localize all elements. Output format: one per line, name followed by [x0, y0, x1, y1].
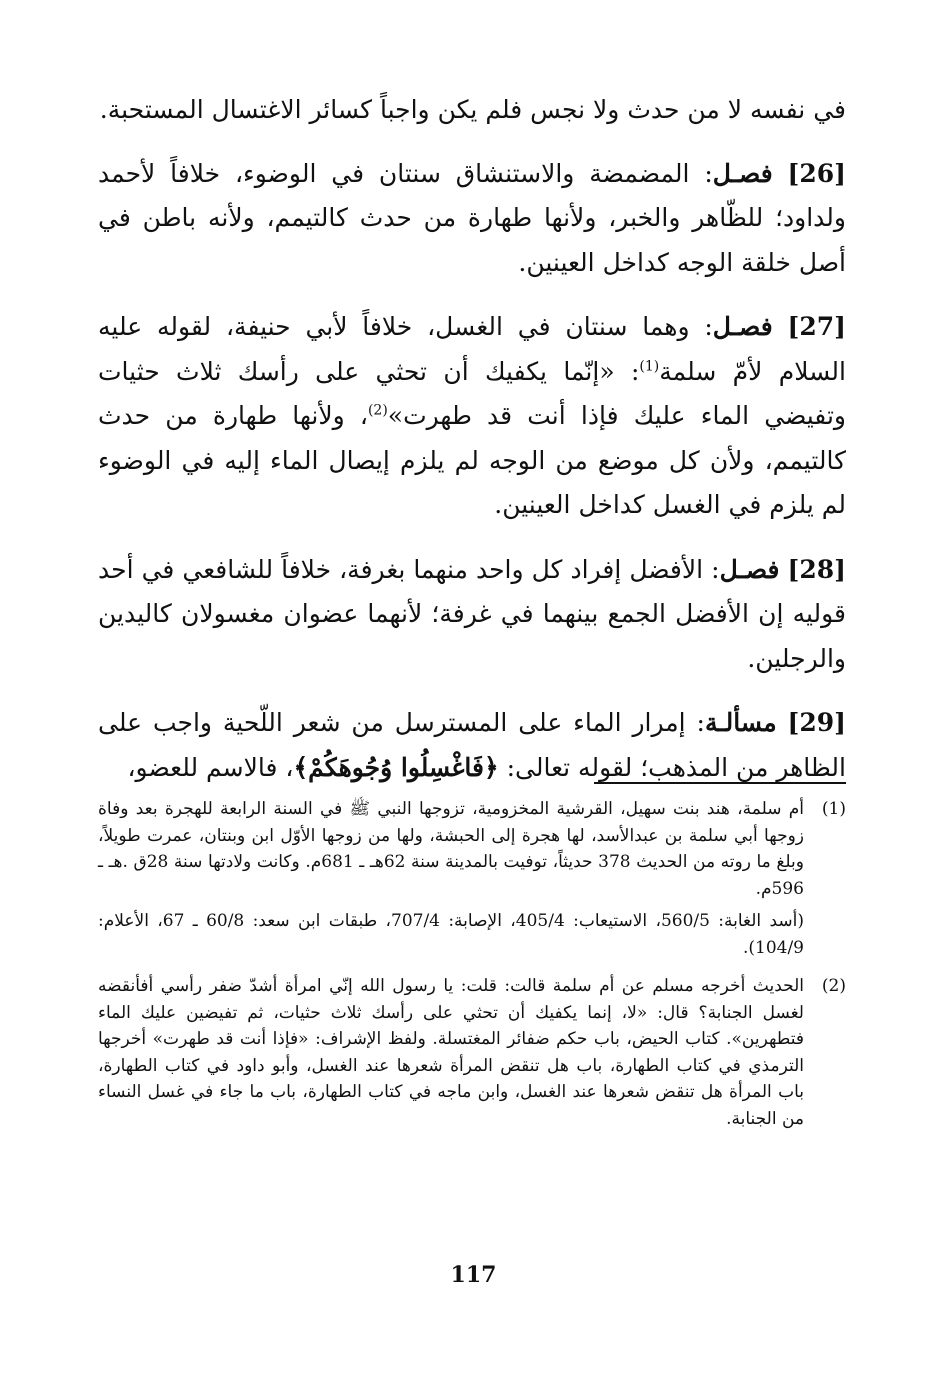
paragraph-text: : إمرار الماء على المسترسل من شعر اللّحية واجب على الظاهر من المذهب؛ لقوله تعالى: [98, 708, 846, 782]
section-number: [27] [787, 312, 846, 341]
paragraph-text: : المضمضة والاستنشاق سنتان في الوضوء، خلافاً لأحمد ولداود؛ للظّاهر والخبر، ولأنها طهارة من حدث كالتيمم، ولأنه باطن في أصل خلقة الوجه كداخل العينين. [98, 158, 846, 277]
footnote-2 [98, 973, 846, 1138]
footnote-text: الحديث أخرجه مسلم عن أم سلمة قالت: قلت: يا رسول الله إنّي امرأة أشدّ ضفر رأسي أفأنقضه لغسل الجنابة؟ قال: «لا، إنما يكفيك أن تحثي على رأسك ثلاث حثيات، ثم تفيضين عليك الماء فتطهرين». كتاب الحيض، باب حكم ضفائر المغتسلة. ولفظ الإشراف: «فإذا أنت قد طهرت» أخرجها الترمذي في كتاب الطهارة، باب هل تنقض المرأة شعرها عند الغسل، وأبو داود في كتاب الطهارة، باب المرأة هل تنقض شعرها عند الغسل، وابن ماجه في كتاب الطهارة، باب ما جاء في غسل النساء من الجنابة. [98, 976, 805, 1129]
section-keyword: فصـل [712, 158, 773, 188]
footnote-divider [594, 782, 846, 784]
paragraph-27 [98, 305, 846, 528]
page-number: 117 [450, 1262, 497, 1288]
paragraph-text: ، ولأنها طهارة من حدث كالتيمم، ولأن كل موضع من الوجه لم يلزم إيصال الماء إليه في الوضوء لم يلزم في الغسل كداخل العينين. [98, 401, 846, 519]
paragraph-text: : وهما سنتان في الغسل، خلافاً لأبي حنيفة، لقوله عليه السلام لأمّ سلمة [98, 312, 846, 386]
footnote-body [98, 796, 804, 967]
footnote-number: (2) [821, 976, 846, 996]
section-keyword: فصـل [719, 554, 780, 584]
paragraph-29 [98, 701, 846, 790]
main-text [98, 88, 846, 810]
paragraph-26 [98, 152, 846, 286]
section-number: [28] [787, 554, 846, 584]
paragraph-text: : «إنّما يكفيك أن تحثي على رأسك ثلاث حثيات وتفيضي الماء عليك فإذا أنت قد طهرت» [98, 356, 846, 430]
paragraph-continuation: في نفسه لا من حدث ولا نجس فلم يكن واجباً كسائر الاغتسال المستحبة. [99, 95, 846, 124]
paragraph-28 [98, 548, 846, 682]
footnote-ref: (1) [639, 358, 660, 375]
footnote-number: (1) [821, 799, 846, 819]
section-keyword: فصـل [712, 312, 773, 341]
footnote-1 [98, 796, 846, 967]
footnote-text: أم سلمة، هند بنت سهيل، القرشية المخزومية، تزوجها النبي ﷺ في السنة الرابعة للهجرة بعد وفاة زوجها أبي سلمة بن عبدالأسد، لها هجرة إلى الحبشة، ولها من زوجها الأوّل ابن وبنتان، عمرت طويلاً، وبلغ ما روته من الحديث 378 حديثاً، توفيت بالمدينة سنة 62هـ ـ 681م. وكانت ولادتها سنة 28ق .هـ ـ 596م. [98, 799, 804, 899]
section-number: [29] [787, 708, 847, 737]
footnote-sources: (أسد الغابة: 560/5، الاستيعاب: 405/4، الإصابة: 707/4، طبقات ابن سعد: 60/8 ـ 67، الأعلام: 104/9). [98, 911, 804, 958]
paragraph-text: : الأفضل إفراد كل واحد منهما بغرفة، خلافاً للشافعي في أحد قوليه إن الأفضل الجمع بينهما في غرفة؛ لأنهما عضوان مغسولان كاليدين والرجلين. [98, 554, 846, 673]
footnote-ref: (2) [367, 402, 388, 419]
section-keyword: مسألـة [704, 708, 777, 737]
footnotes [98, 796, 846, 1144]
quran-verse: ﴿فَاغْسِلُوا وُجُوهَكُمْ﴾ [293, 752, 499, 782]
paragraph-text: ، فالاسم للعضو، [127, 752, 294, 782]
section-number: [26] [787, 158, 846, 188]
footnote-body [98, 973, 804, 1138]
